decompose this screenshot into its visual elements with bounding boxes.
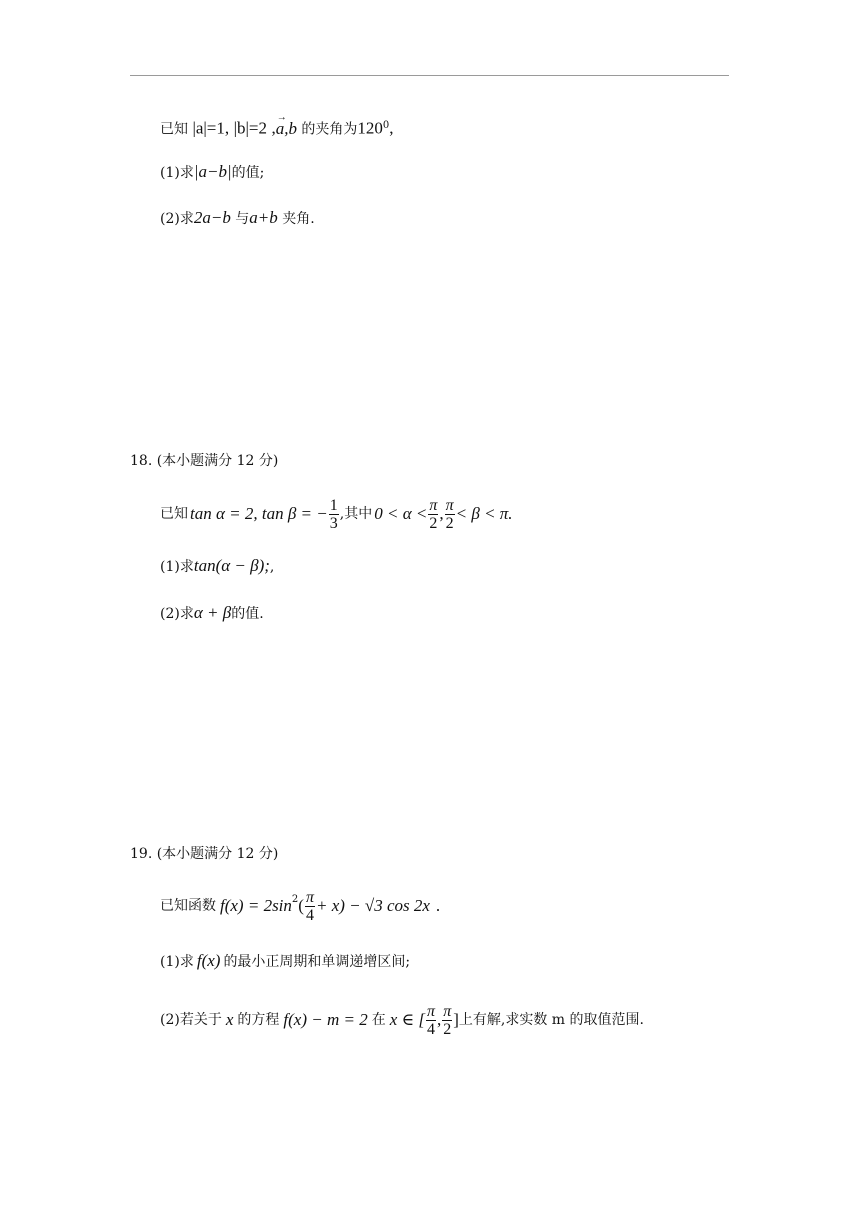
q19-part2-equation: f(x) − m = 2 xyxy=(283,1010,368,1029)
q17-angle-sup: 0 xyxy=(382,120,390,131)
q18-fraction-pi-2a: $\frac{\pi}{2}$ xyxy=(429,496,438,532)
q18-part2-label: (2)求 xyxy=(160,606,194,622)
q17-intro-suffix: 的夹角为 xyxy=(301,121,358,138)
q18-heading: 18. (本小题满分 12 分) xyxy=(130,453,279,469)
q17-part1-end: 的值; xyxy=(231,165,265,181)
q18-part2-expr: α + β xyxy=(193,603,232,622)
q19-part1-label: (1)求 xyxy=(160,954,194,970)
q18-fraction-pi-2b: $\frac{\pi}{2}$ xyxy=(445,496,454,532)
q19-function-rest: + x) − √3 cos 2x xyxy=(315,896,430,915)
q17-part2 xyxy=(160,208,315,229)
q18-part1-expr: tan(α − β); xyxy=(193,556,270,575)
q17-part2-mid: 与 xyxy=(235,211,250,227)
q19-fraction-pi-2-range: $\frac{\pi}{2}$ xyxy=(443,1002,452,1038)
q19-part2-label: (2)若关于 xyxy=(160,1012,222,1028)
q17-mag-b: |b|=2 xyxy=(233,118,268,138)
q18-inequality-2: < β < π. xyxy=(455,504,513,523)
q18-inequality-1: 0 < α < xyxy=(374,504,428,523)
q18-intro-prefix: 已知 xyxy=(160,506,188,522)
q19-intro: 已知函数 f(x) = 2sin $^2$ ( $\frac{\pi}{4}$ + x) − √3 cos 2x . xyxy=(160,888,441,924)
q17-part1-expr: |a−b| xyxy=(193,162,232,181)
header-rule xyxy=(130,75,729,76)
q17-intro-prefix: 已知 xyxy=(160,121,188,138)
q19-part1-expr: f(x) xyxy=(196,951,221,970)
q17-vector-pair: → a,b xyxy=(276,119,297,139)
q18-tan-values: tan α = 2, tan β = − xyxy=(190,504,328,523)
q17-part1 xyxy=(160,162,264,183)
q17-part1-label: (1)求 xyxy=(160,165,194,181)
q18-part2 xyxy=(160,603,264,624)
q19-intro-prefix: 已知函数 xyxy=(160,898,216,914)
q18-part1-label: (1)求 xyxy=(160,559,194,575)
q17-angle: 120 xyxy=(357,118,383,138)
q19-fraction-pi-4: $\frac{\pi}{4}$ xyxy=(305,888,314,924)
q18-intro-mid: ,其中 xyxy=(339,506,373,522)
q19-part2-end: 上有解,求实数 m 的取值范围. xyxy=(458,1012,644,1028)
q18-fraction-one-third: $\frac{1}{3}$ xyxy=(329,496,338,532)
q19-part1-end: 的最小正周期和单调递增区间; xyxy=(223,954,411,970)
q19-part1 xyxy=(160,951,410,972)
q19-heading: 19. (本小题满分 12 分) xyxy=(130,846,279,862)
q17-part2-expr1: 2a−b xyxy=(193,208,231,227)
q18-intro: 已知 tan α = 2, tan β = − $\frac{1}{3}$ ,其中 0 < α < $\frac{\pi}{2}$ , $\frac{\pi}{2}$ < β < π. xyxy=(160,496,513,532)
q17-part2-expr2: a+b xyxy=(249,208,278,227)
q19-function-def: f(x) = 2sin xyxy=(220,896,292,915)
q18-part1: (1)求tan(α − β);, xyxy=(160,556,275,575)
q17-part2-end: 夹角. xyxy=(282,211,315,227)
q19-fraction-pi-4-range: $\frac{\pi}{4}$ xyxy=(426,1002,435,1038)
q17-intro: 已知 |a|=1, |b|=2 ,→ a,b 的夹角为$120^0$, xyxy=(160,116,394,140)
q18-part2-end: 的值. xyxy=(231,606,264,622)
q17-part2-label: (2)求 xyxy=(160,211,194,227)
q19-part2: (2)若关于 x 的方程 f(x) − m = 2 在 x ∈ [ $\frac{\pi}{4}$ , $\frac{\pi}{2}$ ] 上有解,求实数 m 的取值范围. xyxy=(160,1002,644,1038)
q17-mag-a: |a|=1, xyxy=(192,118,230,138)
